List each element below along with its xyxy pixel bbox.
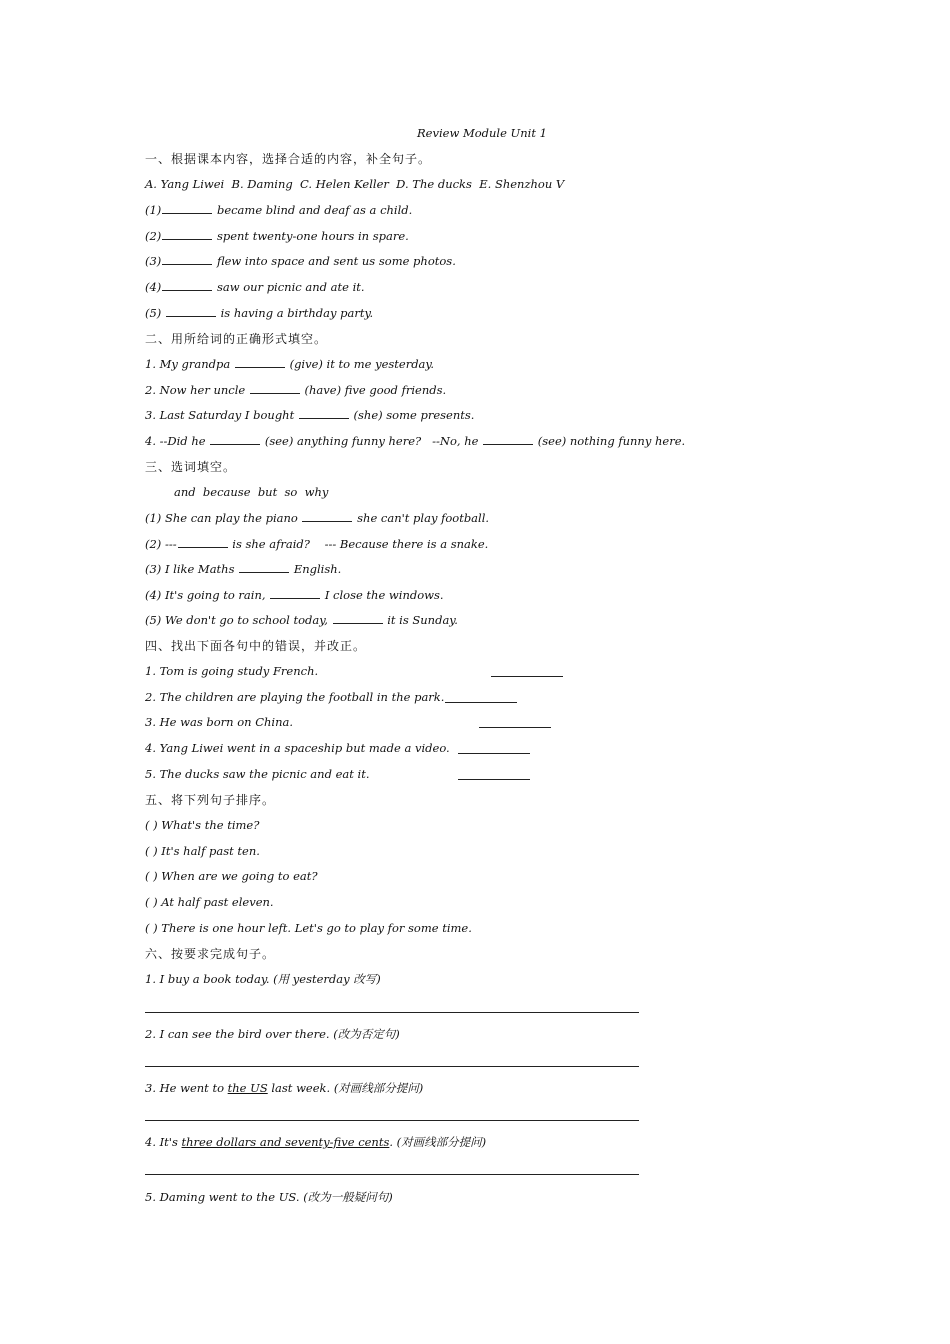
answer-blank[interactable] xyxy=(162,203,212,214)
section-2-heading: 二、用所给词的正确形式填空。 xyxy=(145,332,328,346)
word-bank: and because but so why xyxy=(174,485,329,499)
answer-line[interactable] xyxy=(145,1174,639,1175)
answer-blank[interactable] xyxy=(166,306,216,317)
section-2-item: 3. Last Saturday I bought (she) some presents. xyxy=(145,408,475,422)
answer-blank[interactable] xyxy=(302,511,352,522)
section-5-item: ( ) When are we going to eat? xyxy=(145,869,318,883)
section-6-question: 5. Daming went to the US. (改为一般疑问句) xyxy=(145,1190,393,1204)
section-1-item: (4) saw our picnic and ate it. xyxy=(145,280,365,294)
section-3-heading: 三、选词填空。 xyxy=(145,460,237,474)
underlined-phrase: three dollars and seventy-five cents xyxy=(181,1135,390,1149)
page-title: Review Module Unit 1 xyxy=(417,126,547,140)
underlined-phrase: the US xyxy=(227,1081,268,1095)
answer-blank[interactable] xyxy=(483,434,533,445)
section-2-item: 4. --Did he (see) anything funny here? --No, he (see) nothing funny here. xyxy=(145,434,686,448)
answer-blank[interactable] xyxy=(333,613,383,624)
section-1-item: (3) flew into space and sent us some photos. xyxy=(145,254,456,268)
answer-line[interactable] xyxy=(145,1120,639,1121)
section-3-item: (2) --- is she afraid? --- Because there is a snake. xyxy=(145,537,489,551)
section-4-heading: 四、找出下面各句中的错误，并改正。 xyxy=(145,639,367,653)
section-1-item: (1) became blind and deaf as a child. xyxy=(145,203,413,217)
answer-blank[interactable] xyxy=(299,408,349,419)
correction-line[interactable] xyxy=(445,702,517,703)
answer-blank[interactable] xyxy=(235,357,285,368)
section-4-item: 4. Yang Liwei went in a spaceship but made a video. xyxy=(145,741,450,755)
correction-line[interactable] xyxy=(458,779,530,780)
section-1-heading: 一、根据课本内容，选择合适的内容，补全句子。 xyxy=(145,152,432,166)
answer-blank[interactable] xyxy=(162,229,212,240)
section-3-item: (5) We don't go to school today, it is Sunday. xyxy=(145,613,458,627)
section-6-question: 4. It's three dollars and seventy-five cents. (对画线部分提问) xyxy=(145,1135,487,1149)
section-5-heading: 五、将下列句子排序。 xyxy=(145,793,276,807)
section-5-item: ( ) At half past eleven. xyxy=(145,895,274,909)
section-2-item: 1. My grandpa (give) it to me yesterday. xyxy=(145,357,435,371)
section-1-options: A. Yang Liwei B. Daming C. Helen Keller D. The ducks E. Shenzhou V xyxy=(145,177,565,191)
answer-blank[interactable] xyxy=(270,588,320,599)
answer-line[interactable] xyxy=(145,1012,639,1013)
section-5-item: ( ) There is one hour left. Let's go to play for some time. xyxy=(145,921,472,935)
section-2-item: 2. Now her uncle (have) five good friends. xyxy=(145,383,447,397)
correction-line[interactable] xyxy=(479,727,551,728)
section-5-item: ( ) What's the time? xyxy=(145,818,260,832)
section-1-item: (2) spent twenty-one hours in spare. xyxy=(145,229,409,243)
section-4-item: 3. He was born on China. xyxy=(145,715,294,729)
section-4-item: 5. The ducks saw the picnic and eat it. xyxy=(145,767,370,781)
answer-blank[interactable] xyxy=(162,280,212,291)
answer-blank[interactable] xyxy=(178,537,228,548)
section-3-item: (1) She can play the piano she can't play football. xyxy=(145,511,490,525)
answer-blank[interactable] xyxy=(239,562,289,573)
section-5-item: ( ) It's half past ten. xyxy=(145,844,260,858)
section-4-item: 1. Tom is going study French. xyxy=(145,664,319,678)
section-3-item: (3) I like Maths English. xyxy=(145,562,342,576)
answer-blank[interactable] xyxy=(210,434,260,445)
answer-line[interactable] xyxy=(145,1066,639,1067)
section-3-item: (4) It's going to rain, I close the windows. xyxy=(145,588,444,602)
correction-line[interactable] xyxy=(491,676,563,677)
section-6-question: 1. I buy a book today. (用 yesterday 改写) xyxy=(145,972,381,986)
answer-blank[interactable] xyxy=(162,254,212,265)
correction-line[interactable] xyxy=(458,753,530,754)
answer-blank[interactable] xyxy=(250,383,300,394)
section-6-question: 2. I can see the bird over there. (改为否定句) xyxy=(145,1027,400,1041)
section-1-item: (5) is having a birthday party. xyxy=(145,306,374,320)
section-4-item: 2. The children are playing the football in the park. xyxy=(145,690,445,704)
section-6-question: 3. He went to the US last week. (对画线部分提问) xyxy=(145,1081,424,1095)
section-6-heading: 六、按要求完成句子。 xyxy=(145,947,276,961)
